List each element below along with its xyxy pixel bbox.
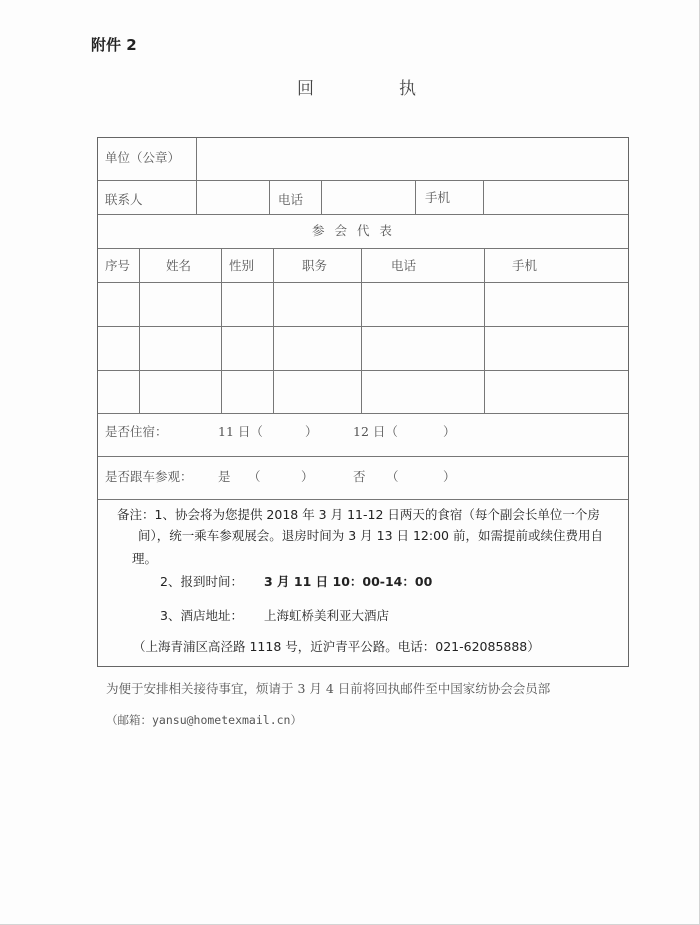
representatives-header: 参 会 代 表	[312, 223, 395, 238]
column-header-phone: 电话	[391, 258, 417, 273]
representative-row[interactable]	[98, 283, 628, 326]
phone-field[interactable]	[323, 182, 413, 212]
representative-row[interactable]	[98, 327, 628, 370]
lodging-label: 是否住宿：	[105, 424, 168, 439]
lodging-day12-close: ）	[443, 424, 456, 439]
row-divider	[98, 180, 628, 181]
phone-label: 电话	[278, 192, 304, 207]
attachment-label: 附件 2	[91, 36, 137, 54]
column-divider	[196, 138, 197, 180]
column-header-gender: 性别	[229, 258, 255, 273]
row-divider	[98, 456, 628, 457]
column-divider	[483, 180, 484, 214]
lodging-day11-close: ）	[305, 424, 318, 439]
row-divider	[98, 413, 628, 414]
column-header-position: 职务	[302, 258, 328, 273]
column-divider	[321, 180, 322, 214]
notes-line-1: 备注：1、协会将为您提供 2018 年 3 月 11-12 日两天的食宿（每个副会长单位一个房	[117, 507, 600, 522]
column-divider	[196, 180, 197, 214]
mobile-label: 手机	[425, 190, 451, 205]
column-divider	[269, 180, 270, 214]
contact-label: 联系人	[105, 192, 143, 207]
tour-label: 是否跟车参观：	[105, 469, 193, 484]
hotel-name: 上海虹桥美利亚大酒店	[264, 608, 390, 623]
tour-no-close: ）	[443, 469, 456, 484]
tour-yes-option[interactable]: 是	[218, 469, 231, 484]
tour-no-option[interactable]: 否	[353, 469, 366, 484]
column-header-index: 序号	[105, 258, 131, 273]
checkin-time-value: 3 月 11 日 10：00-14：00	[264, 574, 433, 589]
unit-field[interactable]	[198, 140, 626, 178]
column-header-mobile: 手机	[512, 258, 538, 273]
row-divider	[98, 248, 628, 249]
unit-label: 单位（公章）	[105, 150, 181, 165]
column-header-name: 姓名	[166, 258, 192, 273]
tour-no-open: （	[386, 469, 399, 484]
footer-instruction: 为便于安排相关接待事宜，烦请于 3 月 4 日前将回执邮件至中国家纺协会会员部	[106, 681, 551, 696]
lodging-day12[interactable]: 12 日（	[353, 424, 398, 439]
hotel-address-detail: （上海青浦区高泾路 1118 号，近沪青平公路。电话：021-62085888）	[133, 639, 540, 654]
document-title-right: 执	[399, 79, 416, 99]
tour-yes-open: （	[248, 469, 261, 484]
representative-row[interactable]	[98, 371, 628, 413]
document-title-left: 回	[297, 79, 314, 99]
hotel-address-label: 3、酒店地址：	[160, 608, 243, 623]
mobile-field[interactable]	[485, 182, 626, 212]
column-divider	[415, 180, 416, 214]
tour-yes-close: ）	[301, 469, 314, 484]
contact-field[interactable]	[198, 182, 268, 212]
lodging-day11[interactable]: 11 日（	[218, 424, 263, 439]
notes-line-3: 理。	[132, 551, 158, 566]
row-divider	[98, 499, 628, 500]
notes-line-2: 间），统一乘车参观展会。退房时间为 3 月 13 日 12:00 前，如需提前或续住费用自	[138, 528, 603, 543]
checkin-time-label: 2、报到时间：	[160, 574, 243, 589]
row-divider	[98, 214, 628, 215]
footer-email: （邮箱：yansu@hometexmail.cn）	[106, 713, 302, 727]
